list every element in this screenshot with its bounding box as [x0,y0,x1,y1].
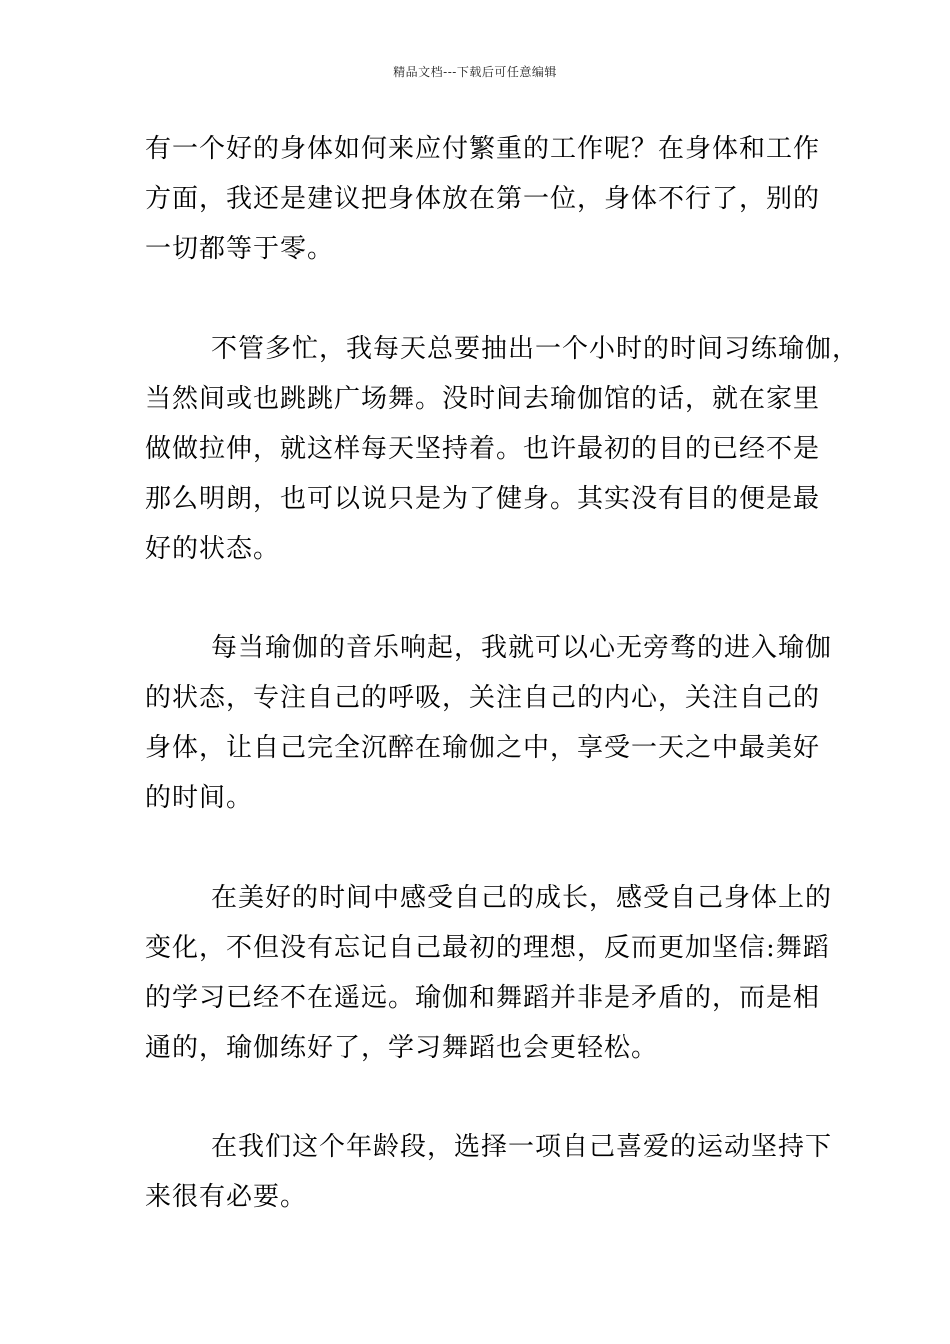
text-line: 的状态，专注自己的呼吸，关注自己的内心，关注自己的 [145,683,821,713]
paragraph-gap [145,274,807,324]
text-line: 每当瑜伽的音乐响起，我就可以心无旁骛的进入瑜伽 [211,633,833,663]
text-line: 在美好的时间中感受自己的成长，感受自己身体上的 [211,882,833,913]
page-header: 精品文档---下载后可任意编辑 [393,65,557,79]
text-line: 有一个好的身体如何来应付繁重的工作呢？在身体和工作 [145,134,821,164]
text-line: 方面，我还是建议把身体放在第一位，身体不行了，别的 [145,184,821,214]
text-line: 变化，不但没有忘记自己最初的理想，反而更加坚信:舞蹈 [145,932,830,963]
text-line: 来很有必要。 [145,1182,308,1212]
paragraph-1 [145,124,821,274]
text-line: 好的状态。 [145,533,281,564]
text-line: 的时间。 [145,783,254,813]
text-line: 做做拉伸，就这样每天坚持着。也许最初的目的已经不是 [145,433,821,464]
text-line: 那么明朗，也可以说只是为了健身。其实没有目的便是最 [145,483,821,514]
paragraph-4 [145,873,833,1073]
paragraph-3 [145,623,833,823]
text-line: 一切都等于零。 [145,234,335,264]
paragraph-gap [145,574,807,624]
paragraph-2 [145,324,860,574]
text-line: 当然间或也跳跳广场舞。没时间去瑜伽馆的话，就在家里 [145,383,821,414]
text-line: 的学习已经不在遥远。瑜伽和舞蹈并非是矛盾的，而是相 [145,982,821,1013]
text-line: 身体，让自己完全沉醉在瑜伽之中，享受一天之中最美好 [145,733,821,763]
text-line: 在我们这个年龄段，选择一项自己喜爱的运动坚持下 [211,1132,833,1162]
paragraph-gap [145,823,807,873]
text-line: 通的，瑜伽练好了，学习舞蹈也会更轻松。 [145,1032,659,1063]
paragraph-5 [145,1122,833,1222]
document-body [145,124,860,1222]
paragraph-gap [145,1073,807,1123]
text-line: 不管多忙，我每天总要抽出一个小时的时间习练瑜伽， [211,333,860,364]
